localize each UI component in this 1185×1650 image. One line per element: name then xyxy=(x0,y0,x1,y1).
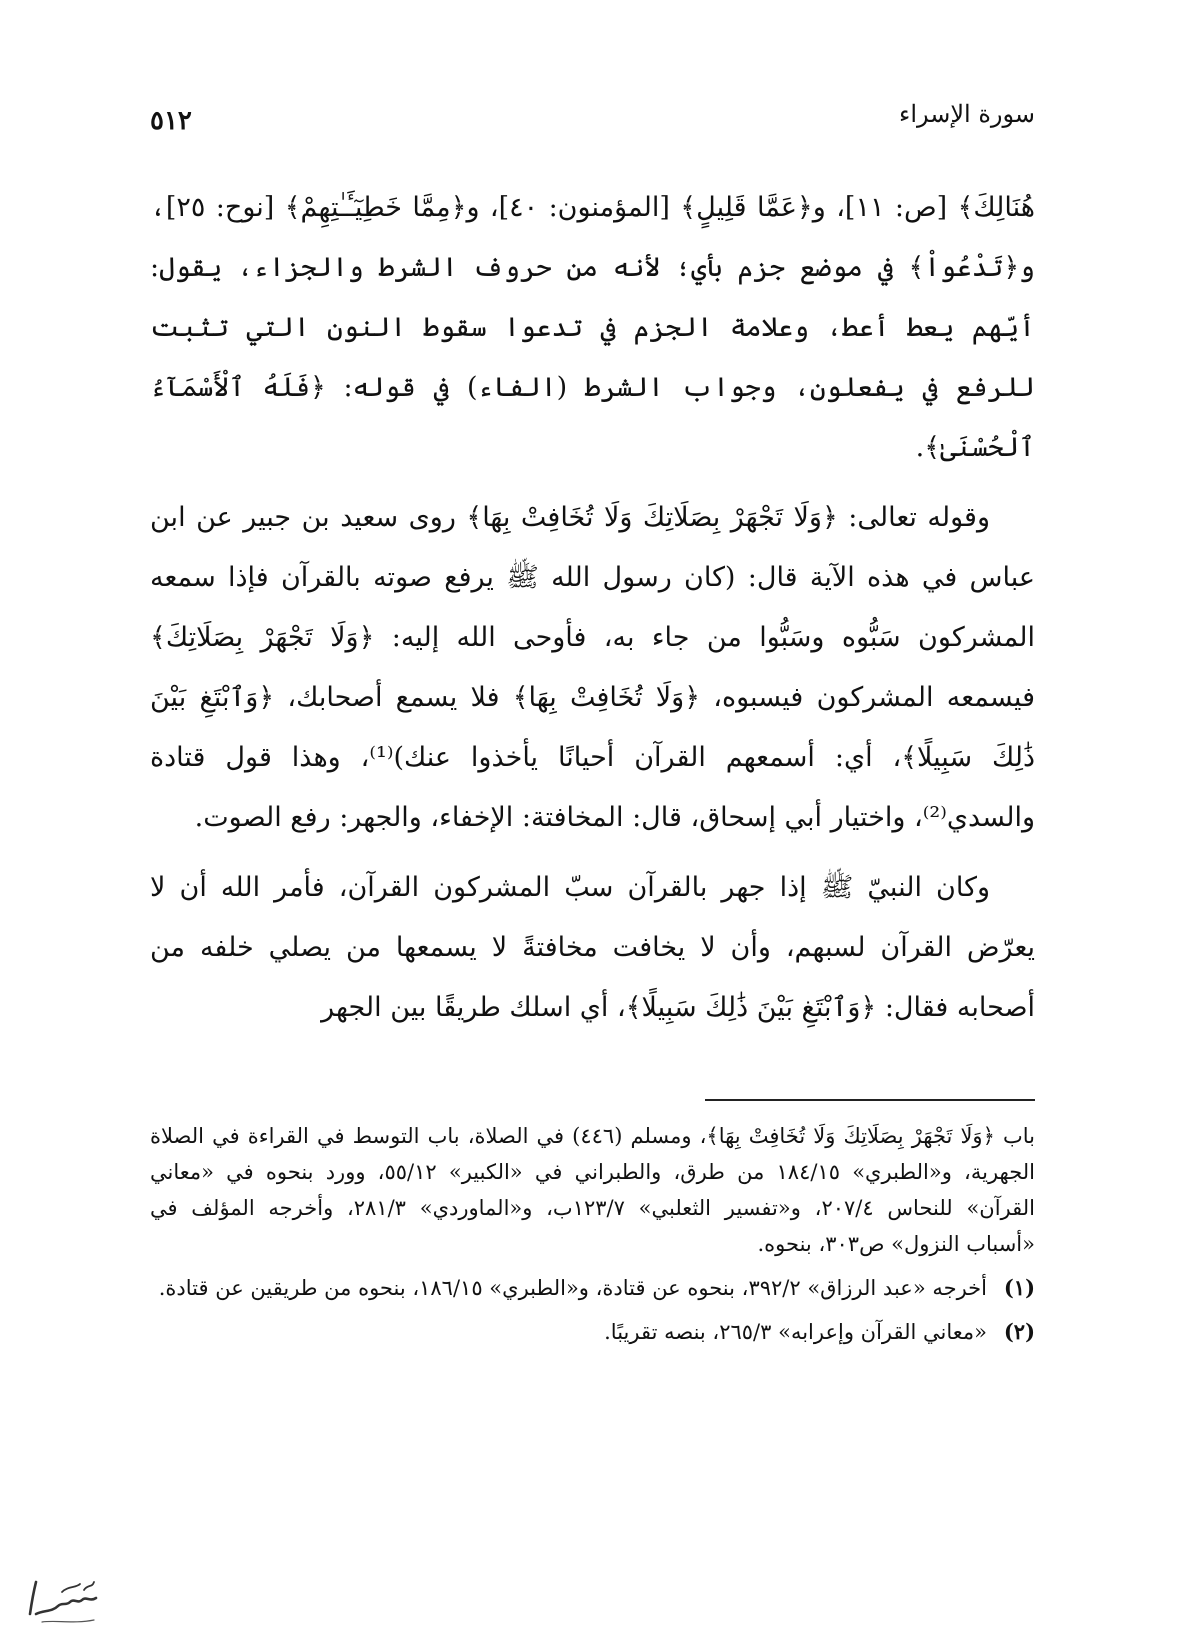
footnote-1-text: أخرجه «عبد الرزاق» ٣٩٢/٢، بنحوه عن قتادة، و«الطبري» ١٨٦/١٥، بنحوه من طريقين عن قتادة. xyxy=(158,1276,987,1300)
footnote-1-marker: (١) xyxy=(1003,1275,1035,1300)
footnote-2-text: «معاني القرآن وإعرابه» ٢٦٥/٣، بنصه تقريبًا. xyxy=(604,1320,987,1344)
surah-title: سورة الإسراء xyxy=(899,100,1035,128)
logo-text: المستـهلم xyxy=(60,1606,66,1607)
logo-calligraphy-loop xyxy=(62,1582,94,1592)
footnote-2-marker: (٢) xyxy=(1003,1319,1035,1344)
footnote-1 xyxy=(150,1270,1035,1306)
footnote-2 xyxy=(150,1314,1035,1350)
footnotes xyxy=(150,1118,1035,1358)
page-number: ٥١٢ xyxy=(150,106,192,136)
footnote-continuation: باب ﴿وَلَا تَجْهَرْ بِصَلَاتِكَ وَلَا تُخَافِتْ بِهَا﴾، ومسلم (٤٤٦) في الصلاة، باب التوسط في القراءة في الصلاة الجهرية، و«الطبري» ١٨٤/١٥ من طرق، والطبراني في «الكبير» ٥٥/١٢، وورد بنحوه في «معاني القرآن» للنحاس ٢٠٧/٤، و«تفسير الثعلبي» ١٢٣/٧ب، و«الماوردي» ٢٨١/٣، وأخرجه المؤلف في «أسباب النزول» ص٣٠٣، بنحوه. xyxy=(150,1124,1035,1256)
logo-subtext: غرائبية الإسلام xyxy=(60,1628,66,1629)
footnote-separator xyxy=(705,1099,1035,1101)
paragraph-2: وقوله تعالى: ﴿وَلَا تَجْهَرْ بِصَلَاتِكَ وَلَا تُخَافِتْ بِهَا﴾ روى سعيد بن جبير عن ابن عباس في هذه الآية قال: (كان رسول الله ﷺ يرفع صوته بالقرآن فإذا سمعه المشركون سَبُّوه وسَبُّوا من جاء به، فأوحى الله إليه: ﴿وَلَا تَجْهَرْ بِصَلَاتِكَ﴾ فيسمعه المشركون فيسبوه، ﴿وَلَا تُخَافِتْ بِهَا﴾ فلا يسمع أصحابك، ﴿وَٱبْتَغِ بَيْنَ ذَٰلِكَ سَبِيلًا﴾، أي: أسمعهم القرآن أحيانًا يأخذوا عنك)⁽¹⁾، وهذا قول قتادة والسدي⁽²⁾، واختيار أبي إسحاق، قال: المخافتة: الإخفاء، والجهر: رفع الصوت. xyxy=(150,502,1036,833)
main-text xyxy=(150,178,1035,1048)
logo-underline xyxy=(42,1620,94,1622)
paragraph-1: هُنَالِكَ﴾ [ص: ١١]، و﴿عَمَّا قَلِيلٍ﴾ [المؤمنون: ٤٠]، و﴿مِمَّا خَطِيٓـَٔـٰتِهِمْ﴾ [نوح: ٢٥]، و﴿تَدْعُواْ﴾ في موضع جزم بأي؛ لأنه من حروف الشرط والجزاء، يقول: أيّهم يعط أعط، وعلامة الجزم في تدعوا سقوط النون التي تثبت للرفع في يفعلون، وجواب الشرط (الفاء) في قوله: ﴿فَلَهُ ٱلْأَسْمَآءُ ٱلْحُسْنَىٰ﴾. xyxy=(150,192,1035,463)
running-header xyxy=(150,92,1035,142)
library-logo xyxy=(22,1570,104,1632)
paragraph-3: وكان النبيّ ﷺ إذا جهر بالقرآن سبّ المشركون القرآن، فأمر الله أن لا يعرّض القرآن لسبهم، وأن لا يخافت مخافتةً لا يسمعها من يصلي خلفه من أصحابه فقال: ﴿وَٱبْتَغِ بَيْنَ ذَٰلِكَ سَبِيلًا﴾، أي اسلك طريقًا بين الجهر xyxy=(150,872,1035,1023)
